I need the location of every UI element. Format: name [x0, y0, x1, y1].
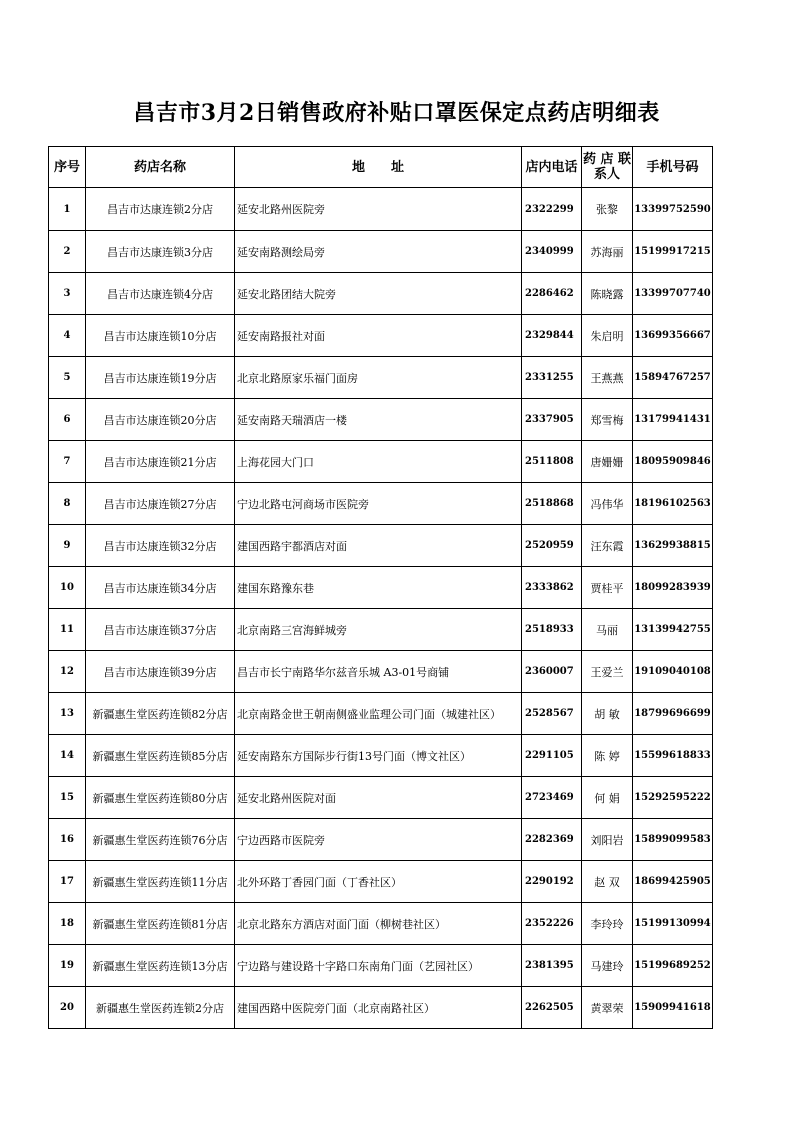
- cell-pharmacy-name: 昌吉市达康连锁4分店: [86, 273, 235, 315]
- cell-pharmacy-name: 昌吉市达康连锁32分店: [86, 525, 235, 567]
- table-row: [49, 357, 713, 399]
- table-row: [49, 567, 713, 609]
- cell-contact: 刘阳岩: [582, 819, 633, 861]
- cell-address: 延安北路州医院对面: [235, 777, 522, 819]
- cell-num: 20: [49, 987, 86, 1029]
- cell-store-phone: 2352226: [522, 903, 582, 945]
- cell-num: 19: [49, 945, 86, 987]
- cell-num: 18: [49, 903, 86, 945]
- cell-store-phone: 2340999: [522, 231, 582, 273]
- cell-pharmacy-name: 昌吉市达康连锁21分店: [86, 441, 235, 483]
- cell-pharmacy-name: 昌吉市达康连锁27分店: [86, 483, 235, 525]
- cell-store-phone: 2360007: [522, 651, 582, 693]
- cell-store-phone: 2511808: [522, 441, 582, 483]
- table-row: [49, 777, 713, 819]
- cell-mobile: 18196102563: [633, 483, 713, 525]
- cell-store-phone: 2518933: [522, 609, 582, 651]
- cell-address: 宁边路与建设路十字路口东南角门面（艺园社区）: [235, 945, 522, 987]
- cell-num: 10: [49, 567, 86, 609]
- cell-contact: 王爱兰: [582, 651, 633, 693]
- cell-num: 2: [49, 231, 86, 273]
- cell-pharmacy-name: 新疆惠生堂医药连锁11分店: [86, 861, 235, 903]
- cell-store-phone: 2262505: [522, 987, 582, 1029]
- cell-contact: 陈 婷: [582, 735, 633, 777]
- cell-num: 13: [49, 693, 86, 735]
- cell-pharmacy-name: 新疆惠生堂医药连锁82分店: [86, 693, 235, 735]
- cell-address: 建国东路豫东巷: [235, 567, 522, 609]
- page-title: 昌吉市3月2日销售政府补贴口罩医保定点药店明细表: [133, 100, 660, 126]
- cell-store-phone: 2286462: [522, 273, 582, 315]
- cell-mobile: 13399707740: [633, 273, 713, 315]
- header-address: 地 址: [235, 147, 522, 188]
- cell-address: 延安北路团结大院旁: [235, 273, 522, 315]
- cell-contact: 郑雪梅: [582, 399, 633, 441]
- cell-address: 延安南路东方国际步行街13号门面（博文社区）: [235, 735, 522, 777]
- cell-num: 15: [49, 777, 86, 819]
- cell-store-phone: 2329844: [522, 315, 582, 357]
- table-row: [49, 819, 713, 861]
- cell-pharmacy-name: 昌吉市达康连锁34分店: [86, 567, 235, 609]
- cell-num: 1: [49, 188, 86, 231]
- cell-mobile: 18699425905: [633, 861, 713, 903]
- header-tel: 店内电话: [522, 147, 582, 188]
- cell-mobile: 13629938815: [633, 525, 713, 567]
- cell-num: 17: [49, 861, 86, 903]
- cell-address: 宁边北路屯河商场市医院旁: [235, 483, 522, 525]
- table-header-row: [49, 147, 713, 188]
- cell-num: 6: [49, 399, 86, 441]
- cell-num: 8: [49, 483, 86, 525]
- cell-num: 14: [49, 735, 86, 777]
- cell-address: 上海花园大门口: [235, 441, 522, 483]
- table-row: [49, 483, 713, 525]
- cell-contact: 冯伟华: [582, 483, 633, 525]
- cell-pharmacy-name: 新疆惠生堂医药连锁13分店: [86, 945, 235, 987]
- cell-store-phone: 2518868: [522, 483, 582, 525]
- cell-mobile: 19109040108: [633, 651, 713, 693]
- cell-store-phone: 2723469: [522, 777, 582, 819]
- cell-address: 宁边西路市医院旁: [235, 819, 522, 861]
- cell-contact: 朱启明: [582, 315, 633, 357]
- cell-mobile: 15199689252: [633, 945, 713, 987]
- table-row: [49, 861, 713, 903]
- cell-store-phone: 2322299: [522, 188, 582, 231]
- cell-num: 9: [49, 525, 86, 567]
- table-row: [49, 987, 713, 1029]
- cell-address: 昌吉市长宁南路华尔兹音乐城 A3-01号商铺: [235, 651, 522, 693]
- cell-pharmacy-name: 新疆惠生堂医药连锁81分店: [86, 903, 235, 945]
- cell-num: 4: [49, 315, 86, 357]
- cell-contact: 黄翠荣: [582, 987, 633, 1029]
- cell-address: 北外环路丁香园门面（丁香社区）: [235, 861, 522, 903]
- cell-pharmacy-name: 昌吉市达康连锁3分店: [86, 231, 235, 273]
- cell-pharmacy-name: 新疆惠生堂医药连锁80分店: [86, 777, 235, 819]
- pharmacy-table: [48, 146, 713, 1029]
- cell-address: 北京北路原家乐福门面房: [235, 357, 522, 399]
- header-num: 序号: [49, 147, 86, 188]
- header-name: 药店名称: [86, 147, 235, 188]
- cell-num: 5: [49, 357, 86, 399]
- cell-mobile: 18099283939: [633, 567, 713, 609]
- cell-contact: 马建玲: [582, 945, 633, 987]
- cell-address: 延安南路天瑞酒店一楼: [235, 399, 522, 441]
- cell-store-phone: 2291105: [522, 735, 582, 777]
- table-row: [49, 693, 713, 735]
- cell-contact: 汪东霞: [582, 525, 633, 567]
- table-row: [49, 441, 713, 483]
- cell-num: 11: [49, 609, 86, 651]
- table-row: [49, 609, 713, 651]
- cell-contact: 马丽: [582, 609, 633, 651]
- cell-pharmacy-name: 昌吉市达康连锁19分店: [86, 357, 235, 399]
- table-row: [49, 231, 713, 273]
- table-row: [49, 188, 713, 231]
- cell-mobile: 15894767257: [633, 357, 713, 399]
- cell-contact: 陈晓露: [582, 273, 633, 315]
- table-row: [49, 399, 713, 441]
- table-row: [49, 903, 713, 945]
- table-row: [49, 945, 713, 987]
- cell-contact: 苏海丽: [582, 231, 633, 273]
- cell-pharmacy-name: 昌吉市达康连锁2分店: [86, 188, 235, 231]
- table-row: [49, 735, 713, 777]
- cell-address: 延安南路测绘局旁: [235, 231, 522, 273]
- cell-store-phone: 2528567: [522, 693, 582, 735]
- cell-address: 延安南路报社对面: [235, 315, 522, 357]
- cell-mobile: 13399752590: [633, 188, 713, 231]
- header-mobile: 手机号码: [633, 147, 713, 188]
- cell-pharmacy-name: 昌吉市达康连锁20分店: [86, 399, 235, 441]
- cell-num: 3: [49, 273, 86, 315]
- cell-mobile: 15292595222: [633, 777, 713, 819]
- cell-mobile: 13699356667: [633, 315, 713, 357]
- cell-pharmacy-name: 昌吉市达康连锁39分店: [86, 651, 235, 693]
- cell-num: 7: [49, 441, 86, 483]
- table-row: [49, 315, 713, 357]
- cell-mobile: 15199917215: [633, 231, 713, 273]
- cell-mobile: 13179941431: [633, 399, 713, 441]
- cell-pharmacy-name: 昌吉市达康连锁37分店: [86, 609, 235, 651]
- cell-contact: 唐姗姗: [582, 441, 633, 483]
- cell-address: 北京北路东方酒店对面门面（柳树巷社区）: [235, 903, 522, 945]
- cell-contact: 胡 敏: [582, 693, 633, 735]
- cell-address: 北京南路三宫海鲜城旁: [235, 609, 522, 651]
- cell-pharmacy-name: 新疆惠生堂医药连锁76分店: [86, 819, 235, 861]
- cell-mobile: 15599618833: [633, 735, 713, 777]
- cell-pharmacy-name: 新疆惠生堂医药连锁85分店: [86, 735, 235, 777]
- cell-contact: 赵 双: [582, 861, 633, 903]
- cell-store-phone: 2381395: [522, 945, 582, 987]
- cell-address: 北京南路金世王朝南侧盛业监理公司门面（城建社区）: [235, 693, 522, 735]
- cell-contact: 何 娟: [582, 777, 633, 819]
- cell-store-phone: 2282369: [522, 819, 582, 861]
- cell-contact: 王燕燕: [582, 357, 633, 399]
- cell-address: 延安北路州医院旁: [235, 188, 522, 231]
- cell-num: 12: [49, 651, 86, 693]
- cell-contact: 贾桂平: [582, 567, 633, 609]
- cell-mobile: 15909941618: [633, 987, 713, 1029]
- cell-address: 建国西路宇都酒店对面: [235, 525, 522, 567]
- cell-store-phone: 2331255: [522, 357, 582, 399]
- cell-mobile: 15199130994: [633, 903, 713, 945]
- header-contact: 药 店 联系人: [582, 147, 633, 188]
- cell-store-phone: 2337905: [522, 399, 582, 441]
- cell-mobile: 15899099583: [633, 819, 713, 861]
- cell-mobile: 13139942755: [633, 609, 713, 651]
- cell-contact: 李玲玲: [582, 903, 633, 945]
- cell-store-phone: 2290192: [522, 861, 582, 903]
- cell-pharmacy-name: 昌吉市达康连锁10分店: [86, 315, 235, 357]
- cell-num: 16: [49, 819, 86, 861]
- cell-mobile: 18095909846: [633, 441, 713, 483]
- cell-pharmacy-name: 新疆惠生堂医药连锁2分店: [86, 987, 235, 1029]
- table-row: [49, 651, 713, 693]
- cell-mobile: 18799696699: [633, 693, 713, 735]
- cell-store-phone: 2333862: [522, 567, 582, 609]
- cell-store-phone: 2520959: [522, 525, 582, 567]
- cell-contact: 张黎: [582, 188, 633, 231]
- cell-address: 建国西路中医院旁门面（北京南路社区）: [235, 987, 522, 1029]
- table-row: [49, 525, 713, 567]
- table-row: [49, 273, 713, 315]
